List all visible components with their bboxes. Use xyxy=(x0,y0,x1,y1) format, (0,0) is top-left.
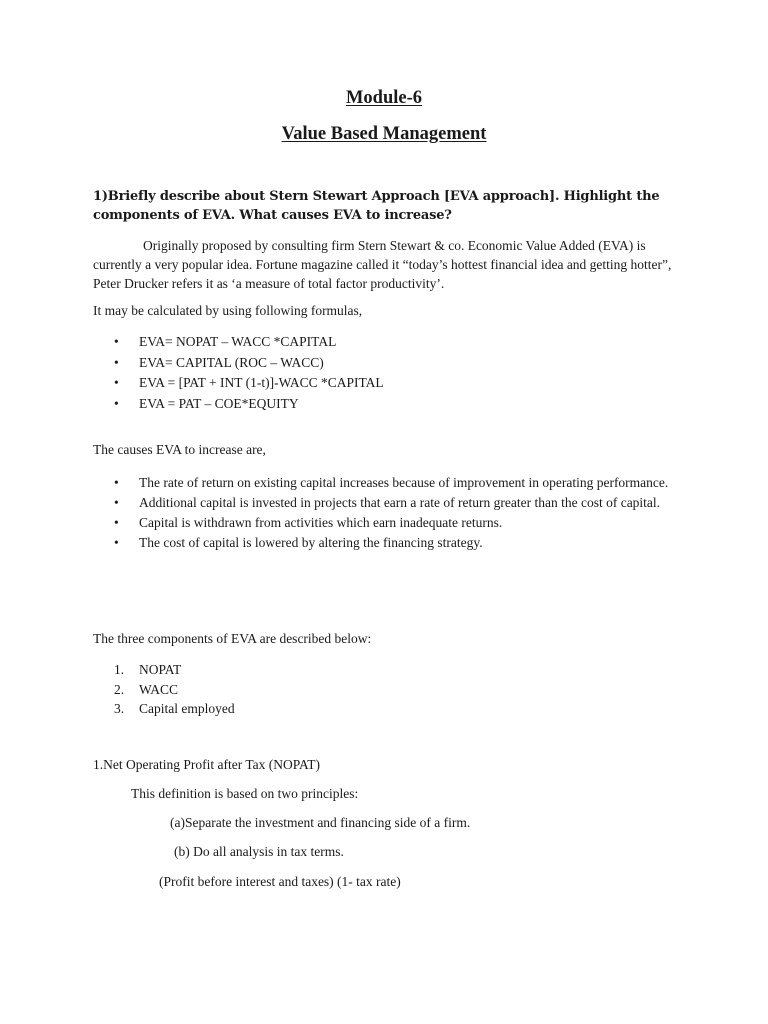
component-item xyxy=(93,680,235,700)
component-item xyxy=(93,660,235,680)
intro-paragraph: Originally proposed by consulting firm Stern Stewart & co. Economic Value Added (EVA) is currently a very popular idea. Fortune magazine called it “today’s hottest financial idea and getting hotter”, Peter Drucker refers it as ‘a measure of total factor productivity’. xyxy=(93,238,672,291)
component-item xyxy=(93,699,235,719)
formula-item: • EVA = PAT – COE*EQUITY xyxy=(93,394,683,415)
question-heading: 1)Briefly describe about Stern Stewart Approach [EVA approach]. Highlight the components of EVA. What causes EVA to increase? xyxy=(93,189,660,223)
causes-list xyxy=(93,473,683,553)
cause-item: • The cost of capital is lowered by altering the financing strategy. xyxy=(93,533,683,552)
component-label: Capital employed xyxy=(139,701,235,716)
component-label: WACC xyxy=(139,681,179,697)
formula-item: • EVA = [PAT + INT (1-t)]-WACC *CAPITAL xyxy=(93,373,683,394)
cause-item: • Capital is withdrawn from activities which earn inadequate returns. xyxy=(93,513,683,532)
formula-item: • EVA= NOPAT – WACC *CAPITAL xyxy=(93,332,683,353)
components-list xyxy=(93,660,235,719)
cause-item: • Additional capital is invested in projects that earn a rate of return greater than the cost of capital. xyxy=(93,493,683,512)
nopat-formula: (Profit before interest and taxes) (1- tax rate) xyxy=(159,874,401,889)
components-intro: The three components of EVA are described below: xyxy=(93,631,372,646)
formula-item: • EVA= CAPITAL (ROC – WACC) xyxy=(93,353,683,374)
list-number: 2. xyxy=(114,681,125,697)
list-number: 3. xyxy=(114,701,125,716)
page-subtitle: Value Based Management xyxy=(281,124,487,144)
nopat-heading: 1.Net Operating Profit after Tax (NOPAT) xyxy=(93,757,321,772)
formulas-intro: It may be calculated by using following formulas, xyxy=(93,303,363,318)
cause-item: • The rate of return on existing capital increases because of improvement in operating performance. xyxy=(93,473,683,492)
module-title: Module-6 xyxy=(345,88,423,108)
principle-b: (b) Do all analysis in tax terms. xyxy=(174,844,344,859)
formula-list xyxy=(93,332,683,415)
principle-a: (a)Separate the investment and financing side of a firm. xyxy=(170,815,471,830)
causes-intro: The causes EVA to increase are, xyxy=(93,442,266,457)
component-label: NOPAT xyxy=(139,662,182,677)
principles-intro: This definition is based on two principles: xyxy=(131,786,359,801)
list-number: 1. xyxy=(114,662,125,677)
